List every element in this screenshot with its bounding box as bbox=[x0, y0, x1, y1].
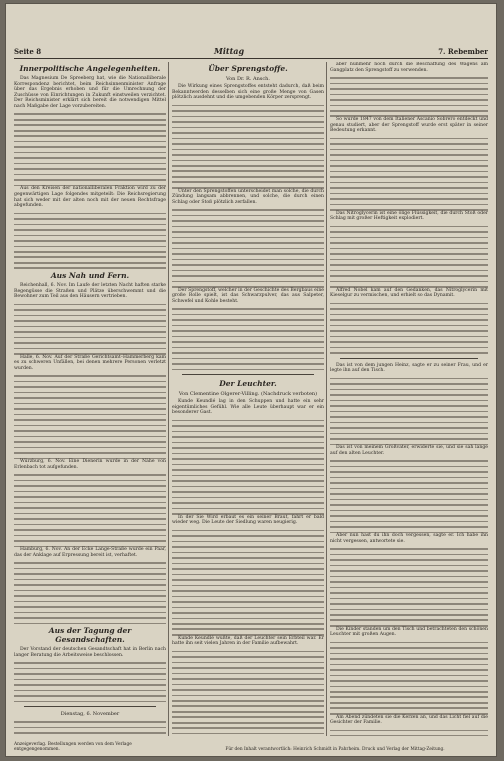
article-paragraph: So wurde 1847 von dem Italiener Ascanio Sobrero entdeckt und genau studiert, aber der Sprengstoff wurde erst später in seiner Bedeutung erkannt. bbox=[330, 117, 488, 134]
text-lines bbox=[172, 209, 324, 287]
notice-title: Dienstag, 6. November bbox=[60, 711, 120, 718]
article-paragraph: Das Nitroglycerin ist eine ölige Flüssigkeit, die durch Stoß oder Schlag mit großer Heftigkeit explodiert. bbox=[330, 210, 488, 222]
newspaper-page bbox=[6, 4, 496, 756]
page-number: Seite 8 bbox=[14, 47, 42, 56]
text-lines bbox=[172, 105, 324, 189]
divider bbox=[182, 374, 314, 375]
text-lines bbox=[330, 226, 488, 288]
article-paragraph: Unter den Sprengstoffen unterscheidet man solche, die durch Zündung langsam abbrennen, und solche, die durch einen Schlag oder Stoß plötzlich zerfallen. bbox=[172, 188, 324, 205]
text-lines bbox=[172, 420, 324, 515]
text-lines bbox=[14, 474, 166, 547]
column-left bbox=[14, 62, 166, 736]
article-paragraph: Das ist von meinem Großvater, erwiderte sie, und sie sah lange auf den alten Leuchter. bbox=[330, 445, 488, 456]
text-lines bbox=[330, 460, 488, 533]
article-paragraph: Hamburg, 6. Nov. An der Ecke Lange-Straße wurde ein Paar, das der Anklage auf Erpressung bereit ist, verhaftet. bbox=[14, 547, 166, 558]
divider bbox=[24, 706, 156, 707]
page-header bbox=[14, 46, 488, 59]
article-paragraph: Der Sprengstoff, welcher in der Geschichte des Bergbaus eine große Rolle spielt, ist das Schwarzpulver, das aus Salpeter, Schwefel und Kohle besteht. bbox=[172, 287, 324, 304]
article-paragraph: Der Vorstand der deutschen Gesandtschaft hat in Berlin nach langer Beratung die Arbeitsweise beschlossen. bbox=[14, 647, 166, 658]
text-lines bbox=[330, 77, 488, 117]
section-heading: Innerpolitische Angelegenheiten. bbox=[19, 64, 161, 73]
article-paragraph: Die Kinder standen um den Tisch und betrachteten den schönen Leuchter mit großen Augen. bbox=[330, 626, 488, 638]
text-lines bbox=[330, 548, 488, 626]
newspaper-title: Mittag bbox=[214, 46, 245, 56]
article-paragraph: Am Abend zündeten sie die Kerzen an, und das Licht fiel auf die Gesichter der Familie. bbox=[330, 714, 488, 726]
article-paragraph: Halle, 6. Nov. Auf der Straße Gerichtsamt–Hammerberg kam es zu schweren Unfällen, bei denen mehrere Personen verletzt wurden. bbox=[14, 354, 166, 371]
text-lines bbox=[14, 375, 166, 459]
text-lines bbox=[330, 730, 488, 736]
article-paragraph: Kunde Keundlé lag in den Schuppen und hatte ein sehr eigentümliches Gefühl. Wie alle Leute überhaupt war er ein besonderer Gast. bbox=[172, 399, 324, 416]
article-paragraph: Aus den Kreisen der nationalliberalen Fraktion wird zu der gegenwärtigen Lage folgendes mitgeteilt: Die Reichsregierung hat sich weder mit der alten noch mit der neuen Rechtsfrage abgefunden. bbox=[14, 186, 166, 209]
text-lines bbox=[14, 213, 166, 269]
article-byline: Von Dr. R. Ansch. bbox=[226, 76, 270, 82]
text-lines bbox=[14, 662, 166, 702]
section-heading: Aus Nah und Fern. bbox=[50, 271, 130, 281]
article-paragraph: Das Magnesium De Spreeberg hat, wie die Nationalliberale Korrespondenz berichtet, beim Reichsinnenminister Anfrage über das Ergebnis erhoben und für die Umrechnung der Zuschüsse von Einrichtungen in Zukunft einstweilen verzichtet. Der Reichsminister erklärt sich bereit die notwendigen Mittel nach Maßgabe der Lage vorzubereiten. bbox=[14, 76, 166, 109]
column-divider bbox=[326, 62, 327, 736]
article-paragraph: Würzburg, 6. Nov. Eine Dienerin wurde in der Nähe von Erlenbach tot aufgefunden. bbox=[14, 459, 166, 470]
article-paragraph: aber nunmehr noch durch die Beschaffung des Wägens am Gangplatz den Sprengstoff zu verwenden. bbox=[330, 62, 488, 73]
article-byline: Von Clementine Olgerer-Villing. (Nachdruck verboten) bbox=[178, 391, 318, 398]
text-lines bbox=[172, 651, 324, 735]
text-lines bbox=[14, 113, 166, 186]
text-lines bbox=[330, 303, 488, 354]
column-divider bbox=[168, 62, 169, 736]
article-paragraph: Die Wirkung eines Sprengstoffes entsteht dadurch, daß beim Bekanntwerden desselben sich eine große Menge von Gasen plötzlich ausdehnt und die umgebenden Körper zersprengt. bbox=[172, 84, 324, 101]
text-lines bbox=[14, 721, 166, 736]
page-footer bbox=[14, 740, 488, 752]
text-lines bbox=[172, 308, 324, 370]
column-right bbox=[330, 62, 488, 736]
column-middle bbox=[172, 62, 324, 736]
text-lines bbox=[330, 138, 488, 211]
section-heading: Aus der Tagung der Gesandschaften. bbox=[48, 626, 132, 645]
article-title: Der Leuchter. bbox=[219, 379, 277, 389]
imprint: Für den Inhalt verantwortlich: Heinrich Schmidt in Pahrheim. Druck und Verlag der Mittag-Zeitung. bbox=[225, 747, 445, 752]
text-lines bbox=[330, 378, 488, 445]
article-paragraph: Das ist von dem jungen Heinz, sagte er zu seiner Frau, und er legte ihn auf den Tisch. bbox=[330, 362, 488, 374]
text-lines bbox=[172, 530, 324, 636]
article-paragraph: Aber nun hast du ihn doch vergessen, sagte er. Ich habe ihn nicht vergessen, antwortete sie. bbox=[330, 533, 488, 544]
text-lines bbox=[330, 642, 488, 715]
issue-date: 7. Rebember bbox=[438, 47, 488, 56]
article-paragraph: Kunde Keundlé wußte, daß der Leuchter sein Erbteil war. Er hatte ihn seit vielen Jahren in der Familie aufbewahrt. bbox=[172, 635, 324, 647]
article-title: Über Sprengstoffe. bbox=[208, 64, 288, 73]
article-paragraph: Reichenhall, 6. Nov. Im Laufe der letzten Nacht haften starke Regengüsse die Straßen und Plätze überschwemmt und die Bewohner zum Teil aus den Häusern vertrieben. bbox=[14, 283, 166, 300]
text-lines bbox=[14, 562, 166, 624]
footnote: Anzeigeverlag. Bestellungen werden von dem Verlage entgegengenommen. bbox=[14, 742, 132, 752]
text-lines bbox=[14, 304, 166, 355]
divider bbox=[340, 358, 478, 359]
article-paragraph: In der Sie Wird erbaut es ein seiner Braut, fahrt er bald wieder weg. Die Leute der Siedlung waren neugierig. bbox=[172, 514, 324, 526]
article-paragraph: Alfred Nobel kam auf den Gedanken, das Nitroglycerin mit Kieselgur zu vermischen, und erhielt so das Dynamit. bbox=[330, 287, 488, 299]
